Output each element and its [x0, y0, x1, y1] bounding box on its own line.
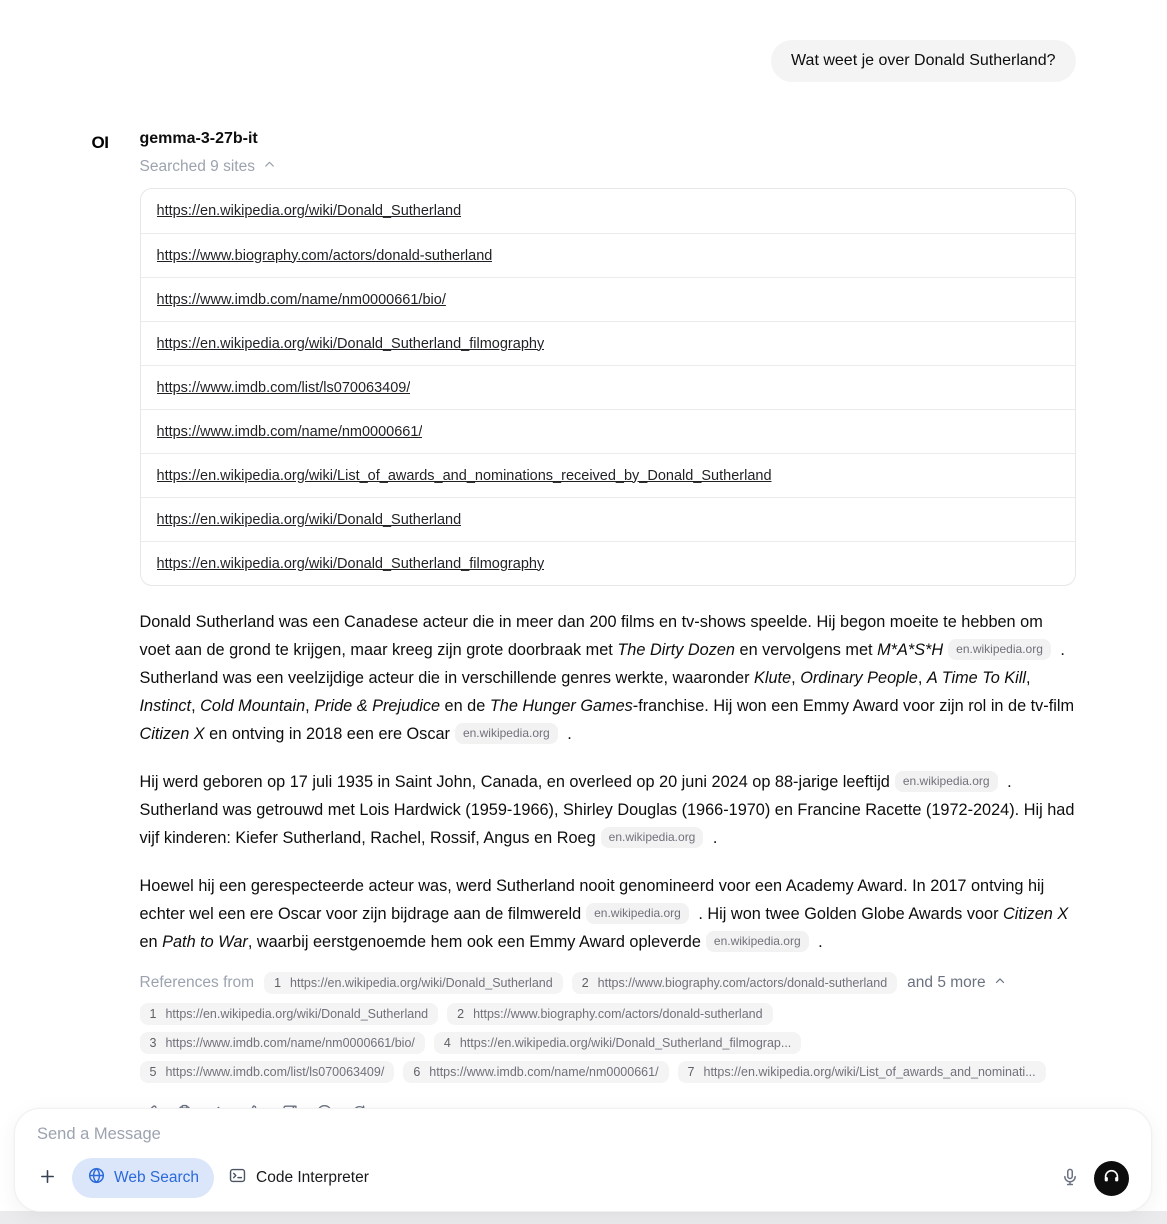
references-expanded-list [140, 1003, 1076, 1083]
model-avatar: OI [91, 133, 109, 152]
source-link[interactable]: https://en.wikipedia.org/wiki/Donald_Sutherland_filmography [156, 335, 545, 352]
reference-url: https://en.wikipedia.org/wiki/Donald_Sutherland [290, 976, 553, 990]
source-row [141, 321, 1075, 365]
reference-number: 2 [581, 976, 589, 990]
citation-pill[interactable]: en.wikipedia.org [455, 723, 558, 744]
user-message-bubble: Wat weet je over Donald Sutherland? [771, 40, 1075, 82]
italic-title: Ordinary People [800, 669, 918, 687]
reference-number: 4 [443, 1036, 451, 1050]
model-name: gemma-3-27b-it [139, 130, 258, 147]
assistant-message-row [92, 130, 1076, 1126]
reference-number: 1 [149, 1007, 157, 1021]
reference-url: https://www.biography.com/actors/donald-sutherland [473, 1007, 763, 1021]
code-interpreter-toggle[interactable] [228, 1166, 369, 1190]
user-message-row [92, 0, 1076, 82]
italic-title: Citizen X [1003, 905, 1069, 923]
source-row [141, 189, 1075, 233]
source-link[interactable]: https://www.imdb.com/list/ls070063409/ [156, 379, 411, 396]
reference-number: 1 [274, 976, 282, 990]
citation-pill[interactable]: en.wikipedia.org [706, 931, 809, 952]
reference-pill[interactable] [434, 1032, 801, 1054]
web-search-toggle[interactable] [72, 1158, 214, 1198]
reference-pill[interactable] [140, 1061, 395, 1083]
italic-title: Cold Mountain [200, 697, 306, 715]
assistant-response-text [140, 608, 1076, 956]
searched-sites-label: Searched 9 sites [139, 158, 255, 175]
italic-title: Citizen X [139, 725, 205, 743]
references-row [140, 1032, 1076, 1054]
italic-title: The Hunger Games [489, 697, 633, 715]
reference-pill[interactable] [678, 1061, 1046, 1083]
response-paragraph: Donald Sutherland was een Canadese acteur die in meer dan 200 films en tv-shows speelde. Hij begon moeite te hebben om voet aan de grond te krijgen, maar kreeg zijn grote doorbraak met The Dirty Dozen en vervolgens met M*A*S*H en.wikipedia.org . Sutherland was een veelzijdige acteur die in verschillende genres werkte, waaronder Klute, Ordinary People, A Time To Kill, Instinct, Cold Mountain, Pride & Prejudice en de The Hunger Games-franchise. Hij won een Emmy Award voor zijn rol in de tv-film Citizen X en ontving in 2018 een ere Oscar en.wikipedia.org . [139, 613, 1075, 743]
reference-url: https://en.wikipedia.org/wiki/Donald_Sutherland_filmograp... [459, 1036, 792, 1050]
italic-title: Instinct [139, 697, 192, 715]
reference-url: https://en.wikipedia.org/wiki/Donald_Sutherland [165, 1007, 429, 1021]
terminal-icon [228, 1166, 247, 1190]
reference-number: 2 [457, 1007, 465, 1021]
reference-url: https://www.imdb.com/name/nm0000661/ [429, 1065, 659, 1079]
add-attachment-button[interactable] [37, 1166, 58, 1190]
reference-url: https://en.wikipedia.org/wiki/List_of_awards_and_nominati... [703, 1065, 1036, 1079]
source-link[interactable]: https://en.wikipedia.org/wiki/Donald_Sutherland [156, 511, 462, 528]
page-bottom-background [0, 1211, 1167, 1224]
voice-input-button[interactable] [1060, 1167, 1080, 1190]
composer-toolbar [37, 1158, 1129, 1198]
plus-icon [37, 1166, 58, 1190]
response-paragraph: Hij werd geboren op 17 juli 1935 in Saint John, Canada, en overleed op 20 juni 2024 op 88-jarige leeftijd en.wikipedia.org . Sutherland was getrouwd met Lois Hardwick (1959-1966), Shirley Douglas (1966-1970) en Francine Racette (1972-2024). Hij had vijf kinderen: Kiefer Sutherland, Rachel, Rossif, Angus en Roeg en.wikipedia.org . [139, 773, 1075, 847]
references-label: References from [139, 974, 255, 991]
source-link[interactable]: https://www.biography.com/actors/donald-sutherland [156, 247, 493, 264]
references-top-pills [264, 972, 897, 994]
italic-title: A Time To Kill [926, 669, 1026, 687]
italic-title: Pride & Prejudice [314, 697, 441, 715]
source-row [141, 453, 1075, 497]
source-link[interactable]: https://www.imdb.com/name/nm0000661/ [156, 423, 423, 440]
reference-pill[interactable] [264, 972, 563, 994]
web-search-label: Web Search [114, 1169, 200, 1186]
response-paragraph: Hoewel hij een gerespecteerde acteur was, werd Sutherland nooit genomineerd voor een Academy Award. In 2017 ontving hij echter wel een ere Oscar voor zijn bijdrage aan de filmwereld en.wikipedia.org . Hij won twee Golden Globe Awards voor Citizen X en Path to War, waarbij eerstgenoemde hem ook een Emmy Award opleverde en.wikipedia.org . [139, 877, 1069, 951]
italic-title: The Dirty Dozen [617, 641, 735, 659]
reference-number: 5 [149, 1065, 157, 1079]
reference-url: https://www.imdb.com/name/nm0000661/bio/ [165, 1036, 415, 1050]
source-row [141, 365, 1075, 409]
reference-pill[interactable] [447, 1003, 772, 1025]
source-link[interactable]: https://www.imdb.com/name/nm0000661/bio/ [156, 291, 446, 308]
microphone-icon [1060, 1167, 1080, 1190]
headphones-icon [1102, 1167, 1121, 1189]
reference-number: 3 [149, 1036, 157, 1050]
source-link[interactable]: https://en.wikipedia.org/wiki/Donald_Sutherland [156, 203, 462, 219]
citation-pill[interactable]: en.wikipedia.org [586, 903, 689, 924]
references-more-label: and 5 more [907, 974, 986, 991]
searched-sites-toggle[interactable] [140, 157, 277, 177]
reference-number: 7 [687, 1065, 695, 1079]
citation-pill[interactable]: en.wikipedia.org [601, 827, 704, 848]
assistant-message-content [140, 130, 1076, 1126]
source-link[interactable]: https://en.wikipedia.org/wiki/List_of_awards_and_nominations_received_by_Donald_Sutherland [156, 467, 772, 484]
globe-icon [87, 1166, 106, 1190]
chevron-up-icon [993, 974, 1007, 993]
chevron-up-icon [262, 157, 277, 177]
reference-pill[interactable] [572, 972, 897, 994]
reference-pill[interactable] [140, 1032, 425, 1054]
citation-pill[interactable]: en.wikipedia.org [948, 639, 1051, 660]
searched-sites-list [140, 188, 1076, 586]
reference-url: https://www.biography.com/actors/donald-sutherland [597, 976, 888, 990]
reference-pill[interactable] [403, 1061, 668, 1083]
references-more-toggle[interactable] [907, 974, 1006, 993]
references-row [140, 1003, 1076, 1025]
reference-pill[interactable] [140, 1003, 439, 1025]
reference-url: https://www.imdb.com/list/ls070063409/ [165, 1065, 385, 1079]
message-input[interactable] [37, 1125, 1129, 1144]
source-row [141, 541, 1075, 585]
source-row [141, 409, 1075, 453]
message-composer [14, 1108, 1152, 1212]
chat-area [92, 0, 1076, 1126]
voice-call-button[interactable] [1094, 1161, 1129, 1196]
italic-title: M*A*S*H [877, 641, 944, 659]
code-interpreter-label: Code Interpreter [256, 1169, 369, 1186]
italic-title: Path to War [162, 933, 248, 951]
references-section [140, 972, 1076, 1083]
italic-title: Klute [754, 669, 792, 687]
citation-pill[interactable]: en.wikipedia.org [895, 771, 998, 792]
source-row [141, 233, 1075, 277]
source-row [141, 497, 1075, 541]
source-link[interactable]: https://en.wikipedia.org/wiki/Donald_Sutherland_filmography [156, 555, 545, 572]
source-row [141, 277, 1075, 321]
reference-number: 6 [413, 1065, 421, 1079]
references-header [140, 972, 1076, 994]
references-row [140, 1061, 1076, 1083]
